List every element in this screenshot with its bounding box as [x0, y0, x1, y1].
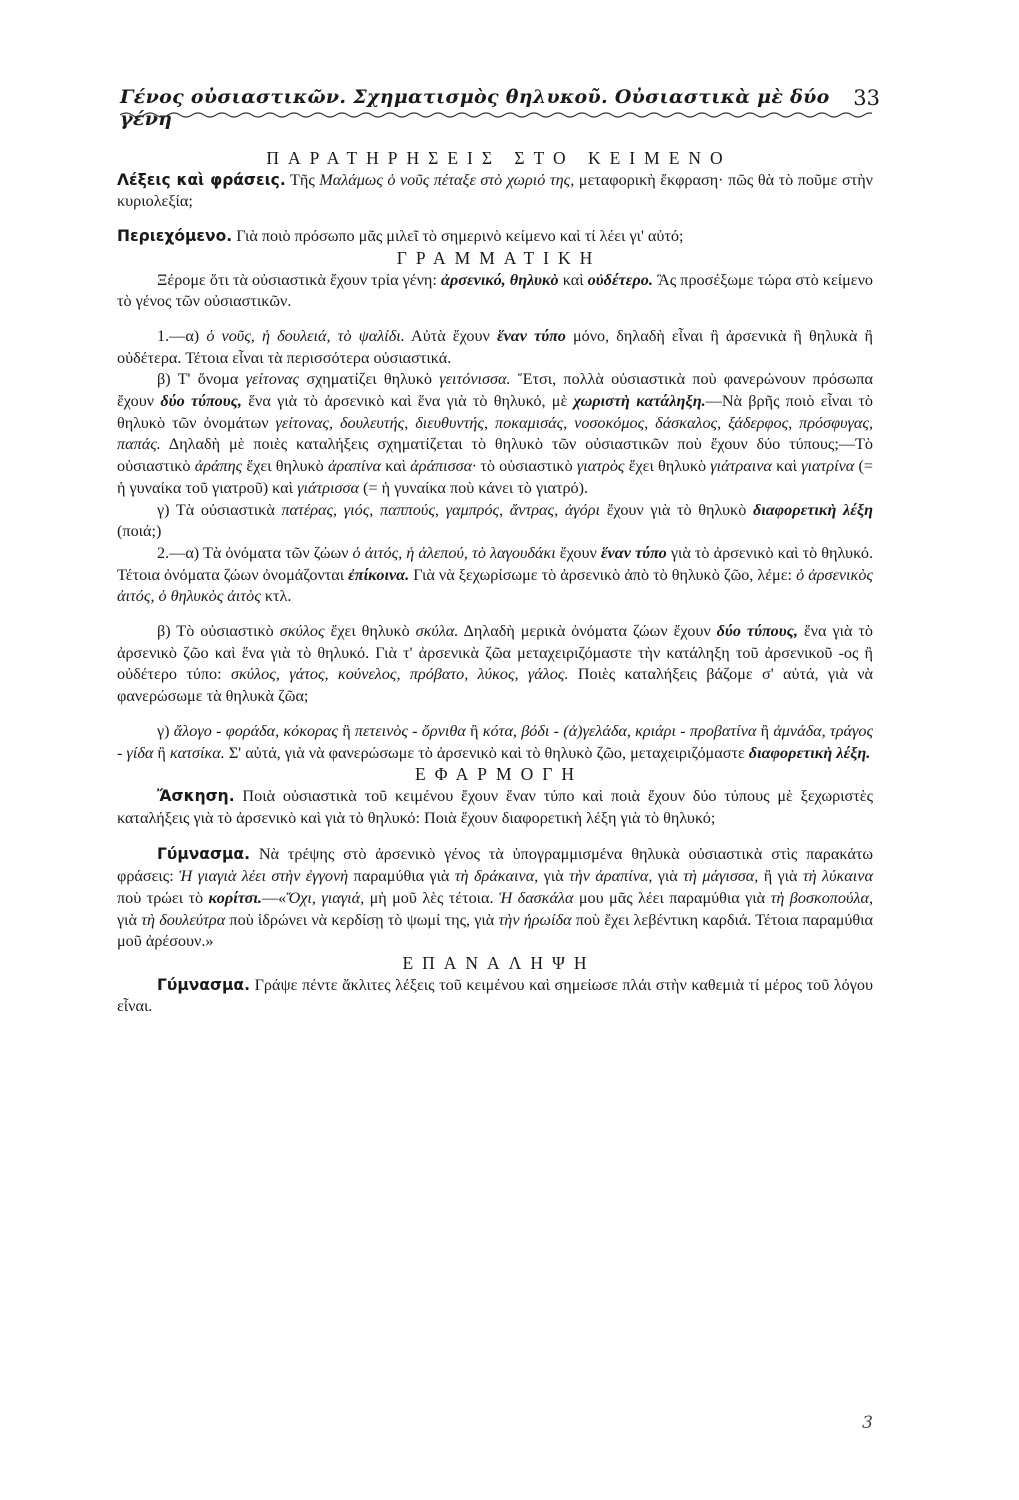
wavy-rule [120, 110, 872, 120]
heading-review: ΕΠΑΝΑΛΗΨΗ [402, 952, 596, 973]
drill: Γύμνασμα. Νὰ τρέψης στὸ ἀρσενικὸ γένος τὰ ὑπογραμμισμένα θηλυκὰ οὐσιαστικὰ στὶς παρακάτω φράσεις: Ἡ γιαγιὰ λέει στὴν ἐγγονὴ παραμύθια γιὰ τὴ δράκαινα, γιὰ τὴν ἀραπίνα, γιὰ τὴ μάγισσα, ἢ γιὰ τὴ λύκαινα ποὺ τρώει τὸ κορίτσι.—«Ὄχι, γιαγιά, μὴ μοῦ λὲς τέτοια. Ἡ δασκάλα μου μᾶς λέει παραμύθια γιὰ τὴ βοσκοπούλα, γιὰ τὴ δουλεύτρα ποὺ ἱδρώνει νὰ κερδίσῃ τὸ ψωμί της, γιὰ τὴν ἡρωίδα ποὺ ἔχει λεβέντικη καρδιά. Τέτοια παραμύθια μοῦ ἀρέσουν.» [117, 845, 873, 951]
grammar-1a: 1.—α) ὁ νοῦς, ἡ δουλειά, τὸ ψαλίδι. Αὐτὰ ἔχουν ἕναν τύπο μόνο, δηλαδὴ εἶναι ἢ ἀρσενικὰ ἢ θηλυκὰ ἢ οὐδέτερα. Τέτοια εἶναι τὰ περισσότερα οὐσιαστικά. [117, 326, 873, 367]
grammar-1c: γ) Τὰ οὐσιαστικὰ πατέρας, γιός, παππούς, γαμπρός, ἄντρας, ἀγόρι ἔχουν γιὰ τὸ θηλυκὸ διαφορετικὴ λέξη (ποιά;) [117, 500, 873, 541]
content-question: Περιεχόμενο. Γιὰ ποιὸ πρόσωπο μᾶς μιλεῖ τὸ σημερινὸ κείμενο καὶ τί λέει γι' αὐτό; [117, 227, 684, 246]
running-head [120, 86, 880, 130]
review-drill: Γύμνασμα. Γράψε πέντε ἄκλιτες λέξεις τοῦ κειμένου καὶ σημείωσε πλάι στὴν καθεμιὰ τί μέρος τοῦ λόγου εἶναι. [117, 975, 873, 1016]
drill-label: Γύμνασμα. [157, 845, 250, 864]
grammar-intro: Ξέρομε ὅτι τὰ οὐσιαστικὰ ἔχουν τρία γένη: ἀρσενικό, θηλυκὸ καὶ οὐδέτερο. Ἂς προσέξωμε τώρα στὸ κείμενο τὸ γένος τῶν οὐσιαστικῶν. [117, 270, 873, 311]
grammar-1b: β) Τ' ὄνομα γείτονας σχηματίζει θηλυκὸ γειτόνισσα. Ἔτσι, πολλὰ οὐσιαστικὰ ποὺ φανερώνουν πρόσωπα ἔχουν δύο τύπους, ἕνα γιὰ τὸ ἀρσενικὸ καὶ ἕνα γιὰ τὸ θηλυκό, μὲ χωριστὴ κατάληξη.—Νὰ βρῆς ποιὸ εἶναι τὸ θηλυκὸ τῶν ὀνομάτων γείτονας, δουλευτής, διευθυντής, ποκαμισάς, νοσοκόμος, δάσκαλος, ξάδερφος, πρόσφυγας, παπάς. Δηλαδὴ μὲ ποιὲς καταλήξεις σχηματίζεται τὸ θηλυκὸ τῶν οὐσιαστικῶν ποὺ ἔχουν δύο τύπους;—Τὸ οὐσιαστικὸ ἀράπης ἔχει θηλυκὸ ἀραπίνα καὶ ἀράπισσα· τὸ οὐσιαστικὸ γιατρὸς ἔχει θηλυκὸ γιάτραινα καὶ γιατρίνα (= ἡ γυναίκα τοῦ γιατροῦ) καὶ γιάτρισσα (= ἡ γυναίκα ποὺ κάνει τὸ γιατρό). [117, 370, 873, 497]
grammar-2b: β) Τὸ οὐσιαστικὸ σκύλος ἔχει θηλυκὸ σκύλα. Δηλαδὴ μερικὰ ὀνόματα ζώων ἔχουν δύο τύπους, ἕνα γιὰ τὸ ἀρσενικὸ ζῶο καὶ ἕνα γιὰ τὸ θηλυκό. Γιὰ τ' ἀρσενικὰ ζῶα μεταχειριζόμαστε τὴν κατάληξη τοῦ ἀρσενικοῦ -ος ἢ οὐδέτερο τύπο: σκύλος, γάτος, κούνελος, πρόβατο, λύκος, γάλος. Ποιὲς καταλήξεις βάζομε σ' αὐτά, γιὰ νὰ φανερώσωμε τὰ θηλυκὰ ζῶα; [117, 622, 874, 706]
review-label: Γύμνασμα. [157, 975, 250, 994]
grammar-2a: 2.—α) Τὰ ὀνόματα τῶν ζώων ὁ ἀιτός, ἡ ἀλεπού, τὸ λαγουδάκι ἔχουν ἕναν τύπο γιὰ τὸ ἀρσενικὸ καὶ τὸ θηλυκό. Τέτοια ὀνόματα ζώων ὀνομάζονται ἐπίκοινα. Γιὰ νὰ ξεχωρίσωμε τὸ ἀρσενικὸ ἀπὸ τὸ θηλυκὸ ζῶο, λέμε: ὁ ἀρσενικὸς ἀιτός, ὁ θηλυκὸς ἀιτὸς κτλ. [117, 543, 874, 606]
page-number: 33 [853, 86, 880, 110]
words-label: Λέξεις καὶ φράσεις. [117, 170, 286, 189]
heading-observations: ΠΑΡΑΤΗΡΗΣΕΙΣ ΣΤΟ ΚΕΙΜΕΝΟ [266, 148, 732, 168]
content [117, 148, 873, 1018]
heading-grammar: ΓΡΑΜΜΑΤΙΚΗ [396, 247, 602, 268]
heading-application: ΕΦΑΡΜΟΓΗ [415, 764, 583, 785]
content-label: Περιεχόμενο. [117, 227, 233, 246]
exercise: Ἄσκηση. Ποιὰ οὐσιαστικὰ τοῦ κειμένου ἔχουν ἕναν τύπο καὶ ποιὰ ἔχουν δύο τύπους μὲ ξεχωριστὲς καταλήξεις γιὰ τὸ ἀρσενικὸ καὶ γιὰ τὸ θηλυκό: Ποιὰ ἔχουν διαφορετικὴ λέξη γιὰ τὸ θηλυκό; [117, 786, 873, 827]
words-and-phrases: Λέξεις καὶ φράσεις. Τῆς Μαλάμως ὁ νοῦς πέταξε στὸ χωριό της, μεταφορικὴ ἔκφραση· πῶς θὰ τὸ ποῦμε στὴν κυριολεξία; [117, 170, 873, 211]
grammar-2c: γ) ἄλογο - φοράδα, κόκορας ἢ πετεινὸς - ὄρνιθα ἢ κότα, βόδι - (ἀ)γελάδα, κριάρι - προβατίνα ἢ ἀμνάδα, τράγος - γίδα ἢ κατσίκα. Σ' αὐτά, γιὰ νὰ φανερώσωμε τὸ ἀρσενικὸ καὶ τὸ θηλυκὸ ζῶο, μεταχειριζόμαστε διαφορετικὴ λέξη. [117, 721, 874, 762]
signature-mark: 3 [862, 1413, 873, 1433]
running-title: Γένος οὐσιαστικῶν. Σχηματισμὸς θηλυκοῦ. Οὐσιαστικὰ μὲ δύο γένη [120, 86, 830, 130]
exercise-label: Ἄσκηση. [157, 786, 235, 805]
